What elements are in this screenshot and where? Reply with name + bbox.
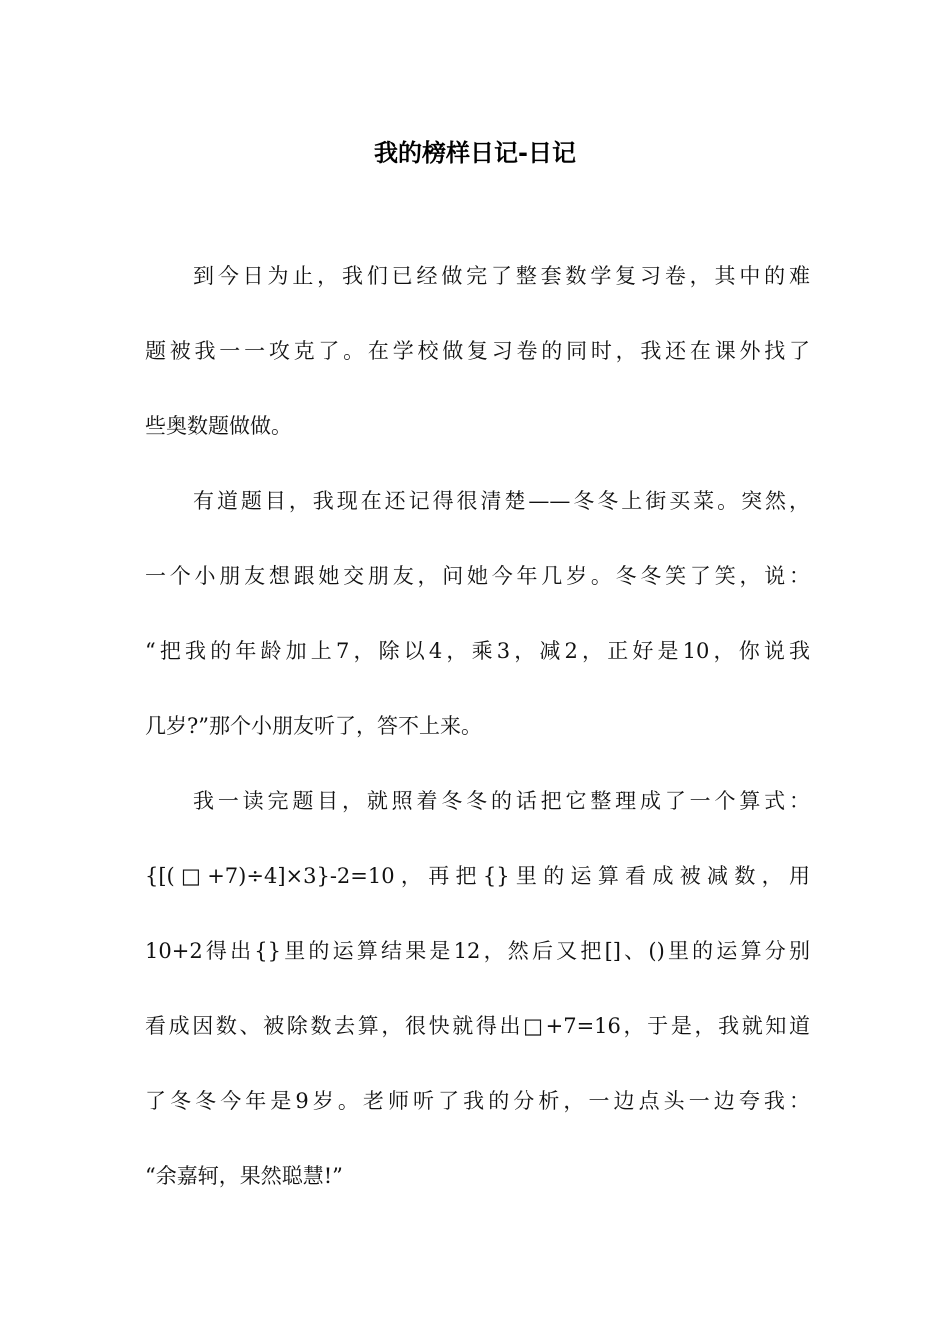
paragraph-line: 我一读完题目，就照着冬冬的话把它整理成了一个算式： xyxy=(193,789,810,813)
paragraph-line: “把我的年龄加上7，除以4，乘3，减2，正好是10，你说我 xyxy=(145,639,810,663)
paragraph-line: 题被我一一攻克了。在学校做复习卷的同时，我还在课外找了 xyxy=(145,339,810,363)
paragraph-line: 几岁?”那个小朋友听了，答不上来。 xyxy=(145,714,482,738)
paragraph-line: 10+2得出{}里的运算结果是12，然后又把[]、()里的运算分别 xyxy=(145,939,810,963)
paragraph-line: 一个小朋友想跟她交朋友，问她今年几岁。冬冬笑了笑，说： xyxy=(145,564,810,588)
paragraph-line: 有道题目，我现在还记得很清楚——冬冬上街买菜。突然， xyxy=(193,489,810,513)
paragraph-line: 了冬冬今年是9岁。老师听了我的分析，一边点头一边夸我： xyxy=(145,1089,810,1113)
paragraph-line: 些奥数题做做。 xyxy=(145,414,292,438)
page-title: 我的榜样日记-日记 xyxy=(374,139,576,167)
paragraph-line: 看成因数、被除数去算，很快就得出□+7=16，于是，我就知道 xyxy=(145,1014,810,1038)
paragraph-line: {[(□+7)÷4]×3}-2=10，再把{}里的运算看成被减数，用 xyxy=(145,864,810,888)
paragraph-line: “余嘉轲，果然聪慧!” xyxy=(145,1164,343,1188)
paragraph-line: 到今日为止，我们已经做完了整套数学复习卷，其中的难 xyxy=(193,264,810,288)
